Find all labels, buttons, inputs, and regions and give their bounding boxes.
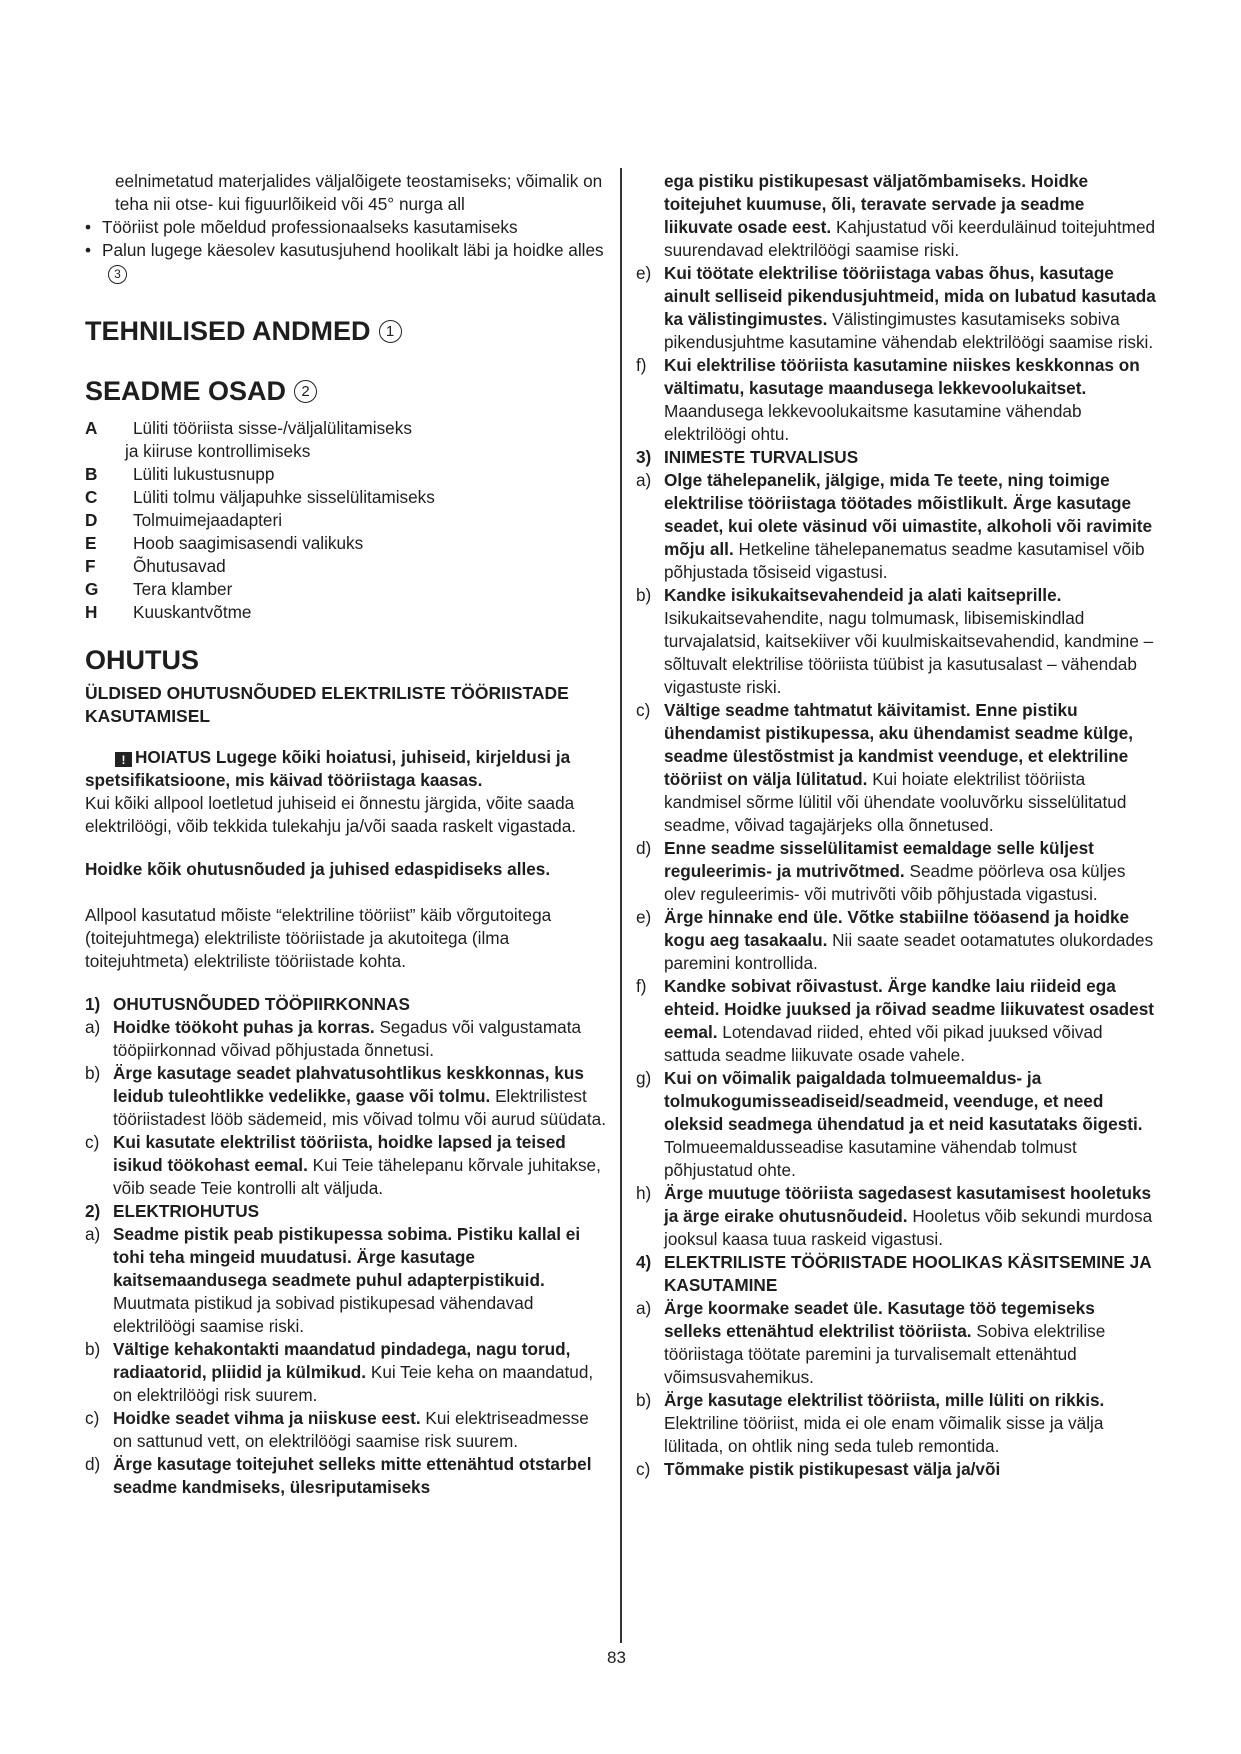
rule-bold-text: Ärge kasutage seadet plahvatusohtlikus keskkonnas, kus leidub tuleohtlikke vedelikke, gaase või tolmu. [113, 1063, 584, 1106]
rule-text: Kui elektriseadmesse on sattunud vett, on elektrilöögi saamise risk suurem. [113, 1408, 589, 1451]
section-heading [85, 375, 610, 407]
rule-bold-text: Kui on võimalik paigaldada tolmueemaldus- ja tolmukogumisseadiseid/seadmeid, veenduge, et need oleksid seadmega ühendatud ja et neid kasutataks õigesti. [664, 1068, 1143, 1134]
rule-bold-text: Hoidke töökoht puhas ja korras. [113, 1017, 375, 1037]
rule-bold-text: Seadme pistik peab pistikupessa sobima. Pistiku kallal ei tohi teha mingeid muudatusi. Ärge kasutage kaitsemaandusega seadmete puhul adapterpistikuid. [113, 1224, 581, 1290]
part-description: Lüliti tolmu väljapuhke sisselülitamiseks [133, 487, 435, 507]
rule-body [664, 1389, 1156, 1458]
part-letter: D [85, 510, 98, 530]
circled-number-icon: 2 [294, 380, 317, 403]
heading-text: TEHNILISED ANDMED [85, 316, 371, 346]
rule-label: c) [636, 1459, 651, 1479]
rule-body [113, 1407, 610, 1453]
rule-body [113, 1453, 610, 1499]
rule-bold-text: Enne seadme sisselülitamist eemaldage selle küljest reguleerimis- ja mutrivõtmed. [664, 838, 1094, 881]
bullet-text [102, 216, 518, 239]
rule-bold-text: Tõmmake pistik pistikupesast välja ja/või [664, 1459, 1001, 1479]
bullet-icon: • [85, 240, 92, 260]
safety-rule [85, 1407, 610, 1453]
rule-body [664, 1458, 1156, 1481]
parts-list-item [85, 578, 610, 601]
section-title: ELEKTRILISTE TÖÖRIISTADE HOOLIKAS KÄSITSEMINE JA KASUTAMINE [664, 1252, 1152, 1295]
safety-rule [636, 1389, 1156, 1458]
rule-label: b) [636, 585, 652, 605]
rule-text: Segadus või valgustamata tööpiirkonnad võivad põhjustada õnnetusi. [113, 1017, 582, 1060]
section-title: OHUTUSNÕUDED TÖÖPIIRKONNAS [113, 994, 410, 1014]
rule-bold-text: Ärge muutuge tööriista sagedasest kasutamisest hooletuks ja ärge eirake ohutusnõudeid. [664, 1183, 1152, 1226]
page-number: 83 [607, 1648, 626, 1667]
bullet-icon: • [85, 217, 92, 237]
parts-list-item [85, 509, 610, 532]
section-number: 4) [636, 1252, 652, 1272]
column-divider [620, 168, 622, 1643]
part-letter: B [85, 464, 98, 484]
safety-rule [636, 469, 1156, 584]
rule-label: a) [636, 1298, 652, 1318]
rule-label: g) [636, 1068, 652, 1088]
part-description: Kuuskantvõtme [133, 602, 252, 622]
rule-text: Isikukaitsevahendite, nagu tolmumask, libisemiskindlad turvajalatsid, kaitsekiiver või kuulmiskaitsevahendid, kandmine – sõltuvalt elektrilise tööriista tüübist ja kasutusalast – vähendab vigastuste riski. [664, 608, 1154, 697]
rule-body [113, 1062, 610, 1131]
rule-bold-text: ega pistiku pistikupesast väljatõmbamiseks. Hoidke toitejuhet kuumuse, õli, teravate servade ja seadme liikuvate osade eest. [664, 171, 1089, 237]
safety-rule [636, 1182, 1156, 1251]
rule-text: Kui hoiate elektrilist tööriista kandmisel sõrme lülitil või ühendate vooluvõrku sisselülitatud seadme, võivad tagajärjeks olla õnnetused. [664, 769, 1127, 835]
rule-body [664, 837, 1156, 906]
part-letter: E [85, 533, 97, 553]
safety-rule [636, 354, 1156, 446]
numbered-section-heading [636, 1251, 1156, 1297]
subsection-heading: ÜLDISED OHUTUSNÕUDED ELEKTRILISTE TÖÖRIISTADE KASUTAMISEL [85, 683, 569, 726]
rule-body [664, 170, 1156, 262]
rule-bold-text: Hoidke seadet vihma ja niiskuse eest. [113, 1408, 421, 1428]
rule-label: a) [85, 1017, 101, 1037]
safety-rule [636, 837, 1156, 906]
bullet-text-content: Tööriist pole mõeldud professionaalseks kasutamiseks [102, 217, 518, 237]
parts-list-item [85, 532, 610, 555]
bold-paragraph: Hoidke kõik ohutusnõuded ja juhised edaspidiseks alles. [85, 859, 551, 879]
heading-text: OHUTUS [85, 645, 199, 675]
section-heading [85, 315, 610, 347]
rule-text: Elektrilistest tööriistadest lööb sädemeid, mis võivad tolmu või aurud süüdata. [113, 1086, 606, 1129]
safety-rule [85, 1131, 610, 1200]
section-title: INIMESTE TURVALISUS [664, 447, 859, 467]
rule-body [113, 1338, 610, 1407]
part-description: Lüliti lukustusnupp [133, 464, 275, 484]
rule-label: c) [85, 1408, 100, 1428]
safety-rule [636, 1297, 1156, 1389]
rule-text: Kahjustatud või keerduläinud toitejuhtmed suurendavad elektrilöögi saamise riski. [664, 217, 1156, 260]
part-letter: H [85, 602, 98, 622]
rule-label: f) [636, 355, 647, 375]
rule-body [664, 1182, 1156, 1251]
rule-text: Sobiva elektrilise tööriistaga töötate paremini ja turvalisemalt ettenähtud võimsusvahemikus. [664, 1321, 1106, 1387]
numbered-section-heading [636, 446, 1156, 469]
parts-list-item [85, 463, 610, 486]
rule-bold-text: Ärge kasutage elektrilist tööriista, mille lüliti on rikkis. [664, 1390, 1105, 1410]
warning-paragraph [85, 746, 610, 838]
part-description: Tolmuimejaadapteri [133, 510, 283, 530]
bullet-item [85, 216, 610, 239]
rule-text: Nii saate seadet ootamatutes olukordades paremini kontrollida. [664, 930, 1154, 973]
rule-bold-text: Kui elektrilise tööriista kasutamine niiskes keskkonnas on vältimatu, kasutage maandusega lekkevoolukaitset. [664, 355, 1140, 398]
section-title: ELEKTRIOHUTUS [113, 1201, 260, 1221]
rule-bold-text: Vältige seadme tahtmatut käivitamist. Enne pistiku ühendamist pistikupessa, aku ühendamist seadme külge, seadme ülestõstmist ja kandmist veenduge, et elektriline tööriist on välja lülitatud. [664, 700, 1133, 789]
rule-body [664, 262, 1156, 354]
safety-rule [636, 699, 1156, 837]
rule-text: Elektriline tööriist, mida ei ole enam võimalik sisse ja välja lülitada, on ohtlik ning seda tuleb remontida. [664, 1413, 1104, 1456]
rule-body [113, 1016, 610, 1062]
rule-body [664, 354, 1156, 446]
rule-body [664, 469, 1156, 584]
rule-body [664, 906, 1156, 975]
warning-heading [85, 746, 610, 792]
rule-bold-text: Ärge kasutage toitejuhet selleks mitte ettenähtud otstarbel seadme kandmiseks, ülesriputamiseks [113, 1454, 592, 1497]
rule-body [113, 1131, 610, 1200]
parts-list-item [85, 486, 610, 509]
section-number: 3) [636, 447, 652, 467]
rule-text: Hetkeline tähelepanematus seadme kasutamisel võib põhjustada tõsiseid vigastusi. [664, 539, 1145, 582]
rule-label: d) [636, 838, 652, 858]
safety-rule [85, 1016, 610, 1062]
numbered-section-heading [85, 1200, 610, 1223]
part-description: Lüliti tööriista sisse-/väljalülitamiseks [133, 418, 412, 438]
safety-rule [636, 975, 1156, 1067]
parts-list-item [85, 601, 610, 624]
rule-body [113, 1223, 610, 1338]
part-description: Õhutusavad [133, 556, 226, 576]
circled-number-icon: 3 [108, 265, 127, 284]
rule-bold-text: Ärge hinnake end üle. Võtke stabiilne tööasend ja hoidke kogu aeg tasakaalu. [664, 907, 1130, 950]
part-description: Tera klamber [133, 579, 233, 599]
right-column [636, 170, 1156, 1481]
rule-text: Tolmueemaldusseadise kasutamine vähendab tolmust põhjustatud ohte. [664, 1137, 1077, 1180]
rule-label: a) [85, 1224, 101, 1244]
rule-label: b) [636, 1390, 652, 1410]
rule-label: b) [85, 1339, 101, 1359]
part-letter: F [85, 556, 96, 576]
safety-rule [636, 170, 1156, 262]
rule-label [636, 170, 664, 262]
rule-bold-text: Vältige kehakontakti maandatud pindadega, nagu torud, radiaatorid, pliidid ja külmikud. [113, 1339, 571, 1382]
part-description: Hoob saagimisasendi valikuks [133, 533, 364, 553]
rule-text: Kui Teie keha on maandatud, on elektrilöögi risk suurem. [113, 1362, 594, 1405]
rule-body [664, 1067, 1156, 1182]
section-heading [85, 644, 610, 676]
parts-list-item [85, 555, 610, 578]
rule-label: b) [85, 1063, 101, 1083]
warning-triangle-icon: ! [115, 752, 132, 767]
warning-text: HOIATUS Lugege kõiki hoiatusi, juhiseid, kirjeldusi ja spetsifikatsioone, mis käivad tööriistaga kaasas. [85, 747, 571, 790]
rule-label: f) [636, 976, 647, 996]
safety-rule [85, 1453, 610, 1499]
left-column [85, 170, 610, 1499]
rule-label: e) [636, 907, 652, 927]
rule-text: Seadme pöörleva osa küljes olev reguleerimis- või mutrivõti võib põhjustada vigastusi. [664, 861, 1126, 904]
safety-rule [85, 1223, 610, 1338]
rule-bold-text: Kandke isikukaitsevahendeid ja alati kaitseprille. [664, 585, 1062, 605]
warning-body: Kui kõiki allpool loetletud juhiseid ei õnnestu järgida, võite saada elektrilöögi, võib tekkida tulekahju ja/või saada raskelt vigastada. [85, 793, 577, 836]
bullet-item [85, 239, 610, 285]
safety-rule [636, 584, 1156, 699]
bullet-text-content: Palun lugege käesolev kasutusjuhend hoolikalt läbi ja hoidke alles [102, 240, 604, 260]
part-description-continued: ja kiiruse kontrollimiseks [125, 441, 311, 461]
section-number: 1) [85, 994, 101, 1014]
rule-text: Lotendavad riided, ehted või pikad juuksed võivad sattuda seadme liikuvate osade vahele. [664, 1022, 1103, 1065]
numbered-section-heading [85, 993, 610, 1016]
safety-rule [636, 262, 1156, 354]
safety-rule [636, 1067, 1156, 1182]
rule-label: c) [636, 700, 651, 720]
rule-label: h) [636, 1183, 652, 1203]
rule-label: c) [85, 1132, 100, 1152]
rule-text: Kui Teie tähelepanu kõrvale juhitakse, võib seade Teie kontrolli alt väljuda. [113, 1155, 601, 1198]
part-letter: G [85, 579, 99, 599]
part-letter: C [85, 487, 98, 507]
paragraph: eelnimetatud materjalides väljalõigete teostamiseks; võimalik on teha nii otse- kui figuurlõikeid või 45° nurga all [115, 171, 603, 214]
bullet-text [102, 239, 610, 285]
rule-body [664, 975, 1156, 1067]
section-number: 2) [85, 1201, 101, 1221]
rule-bold-text: Olge tähelepanelik, jälgige, mida Te teete, ning toimige elektrilise tööriistaga töötades mõistlikult. Ärge kasutage seadet, kui olete väsinud või uimastite, alkoholi või ravimite mõju all. [664, 470, 1153, 559]
parts-list [85, 417, 610, 624]
safety-rule [85, 1062, 610, 1131]
rule-body [664, 1297, 1156, 1389]
rule-text: Muutmata pistikud ja sobivad pistikupesad vähendavad elektrilöögi saamise riski. [113, 1293, 534, 1336]
rule-label: d) [85, 1454, 101, 1474]
heading-text: SEADME OSAD [85, 376, 287, 406]
safety-rule [636, 906, 1156, 975]
circled-number-icon: 1 [379, 320, 402, 343]
rule-text: Välistingimustes kasutamiseks sobiva pikendusjuhtme kasutamine vähendab elektrilöögi saamise riski. [664, 309, 1154, 352]
safety-rule [636, 1458, 1156, 1481]
safety-rule [85, 1338, 610, 1407]
rule-text: Maandusega lekkevoolukaitsme kasutamine vähendab elektrilöögi ohtu. [664, 401, 1082, 444]
rule-label: e) [636, 263, 652, 283]
rule-body [664, 699, 1156, 837]
part-letter: A [85, 418, 98, 438]
rule-bold-text: Kui kasutate elektrilist tööriista, hoidke lapsed ja teised isikud töökohast eemal. [113, 1132, 566, 1175]
rule-bold-text: Kandke sobivat rõivastust. Ärge kandke laiu riideid ega ehteid. Hoidke juuksed ja rõivad seadme liikuvatest osadest eemal. [664, 976, 1155, 1042]
paragraph: Allpool kasutatud mõiste “elektriline tööriist” käib võrgutoitega (toitejuhtmega) elektriliste tööriistade ja akutoitega (ilma toitejuhtmeta) elektriliste tööriistade kohta. [85, 905, 552, 971]
rule-bold-text: Kui töötate elektrilise tööriistaga vabas õhus, kasutage ainult selliseid pikendusjuhtmeid, mida on lubatud kasutada ka välistingimustes. [664, 263, 1156, 329]
rule-label: a) [636, 470, 652, 490]
rule-bold-text: Ärge koormake seadet üle. Kasutage töö tegemiseks selleks ettenähtud elektrilist tööriista. [664, 1298, 1095, 1341]
rule-text: Hooletus võib sekundi murdosa jooksul kaasa tuua raskeid vigastusi. [664, 1206, 1153, 1249]
rule-body [664, 584, 1156, 699]
parts-list-item [85, 417, 610, 440]
